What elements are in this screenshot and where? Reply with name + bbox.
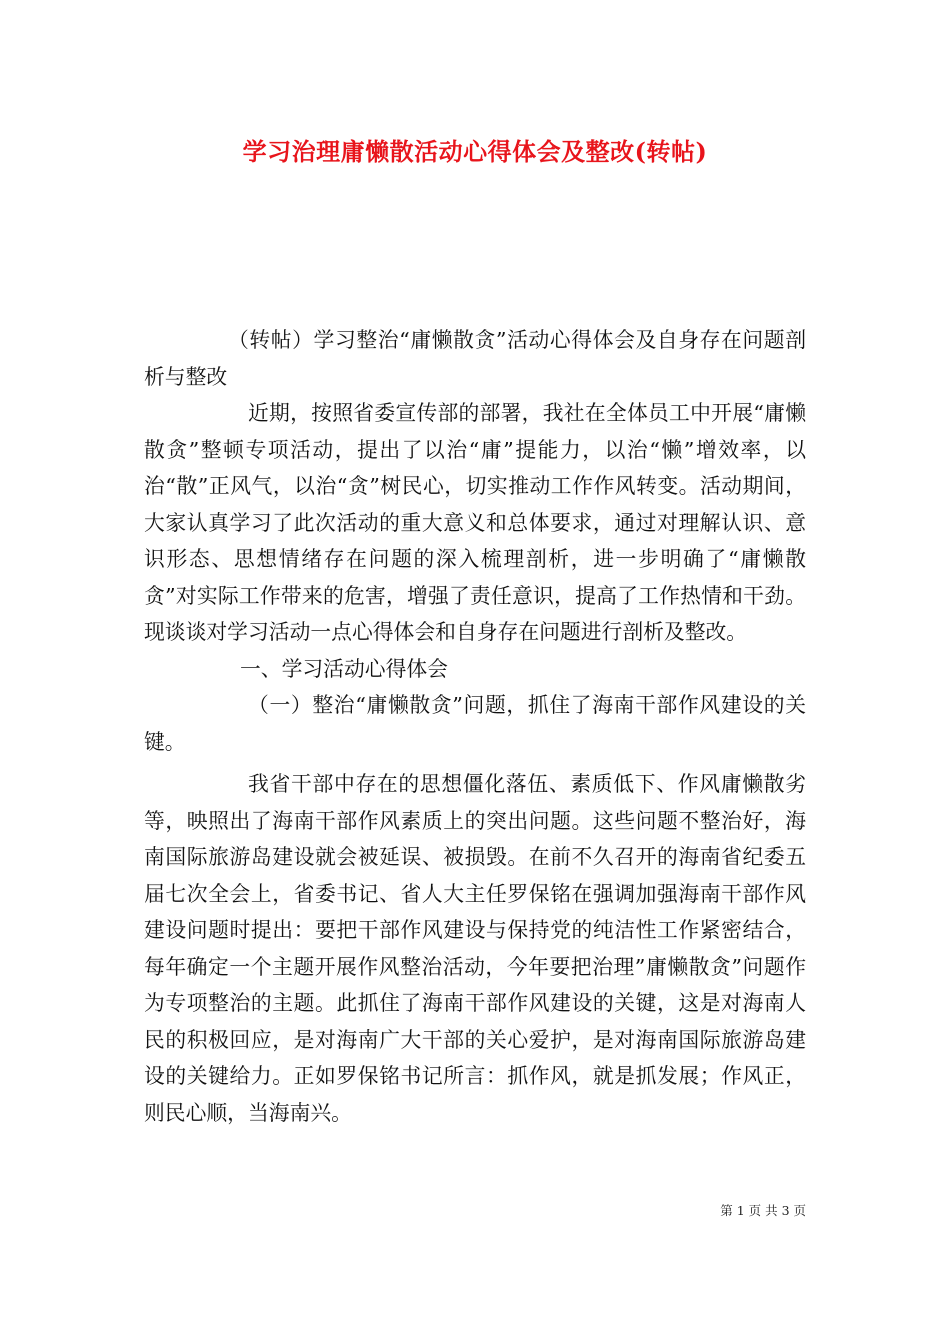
document-body (144, 322, 806, 1131)
intro-paragraph: 近期，按照省委宣传部的部署，我社在全体员工中开展“庸懒散贪”整顿专项活动，提出了以治“庸”提能力，以治“懒”增效率，以治“散”正风气，以治“贪”树民心，切实推动工作作风转变。活动期间，大家认真学习了此次活动的重大意义和总体要求，通过对理解认识、意识形态、思想情绪存在问题的深入梳理剖析，进一步明确了“庸懒散贪”对实际工作带来的危害，增强了责任意识，提高了工作热情和干劲。现谈谈对学习活动一点心得体会和自身存在问题进行剖析及整改。 (144, 401, 806, 644)
page-number: 第 1 页 共 3 页 (720, 1203, 806, 1218)
subtitle-paragraph: （转帖）学习整治“庸懒散贪”活动心得体会及自身存在问题剖析与整改 (144, 328, 806, 389)
subsection-heading: （一）整治“庸懒散贪”问题，抓住了海南干部作风建设的关键。 (144, 693, 806, 754)
document-title: 学习治理庸懒散活动心得体会及整改(转帖) (242, 137, 708, 166)
body-paragraph: 我省干部中存在的思想僵化落伍、素质低下、作风庸懒散劣等，映照出了海南干部作风素质上的突出问题。这些问题不整治好，海南国际旅游岛建设就会被延误、被损毁。在前不久召开的海南省纪委五届七次全会上，省委书记、省人大主任罗保铭在强调加强海南干部作风建设问题时提出：要把干部作风建设与保持党的纯洁性工作紧密结合，每年确定一个主题开展作风整治活动，今年要把治理”庸懒散贪”问题作为专项整治的主题。此抓住了海南干部作风建设的关键，这是对海南人民的积极回应，是对海南广大干部的关心爱护，是对海南国际旅游岛建设的关键给力。正如罗保铭书记所言：抓作风，就是抓发展；作风正，则民心顺，当海南兴。 (144, 772, 806, 1125)
section-heading: 一、学习活动心得体会 (240, 656, 448, 681)
